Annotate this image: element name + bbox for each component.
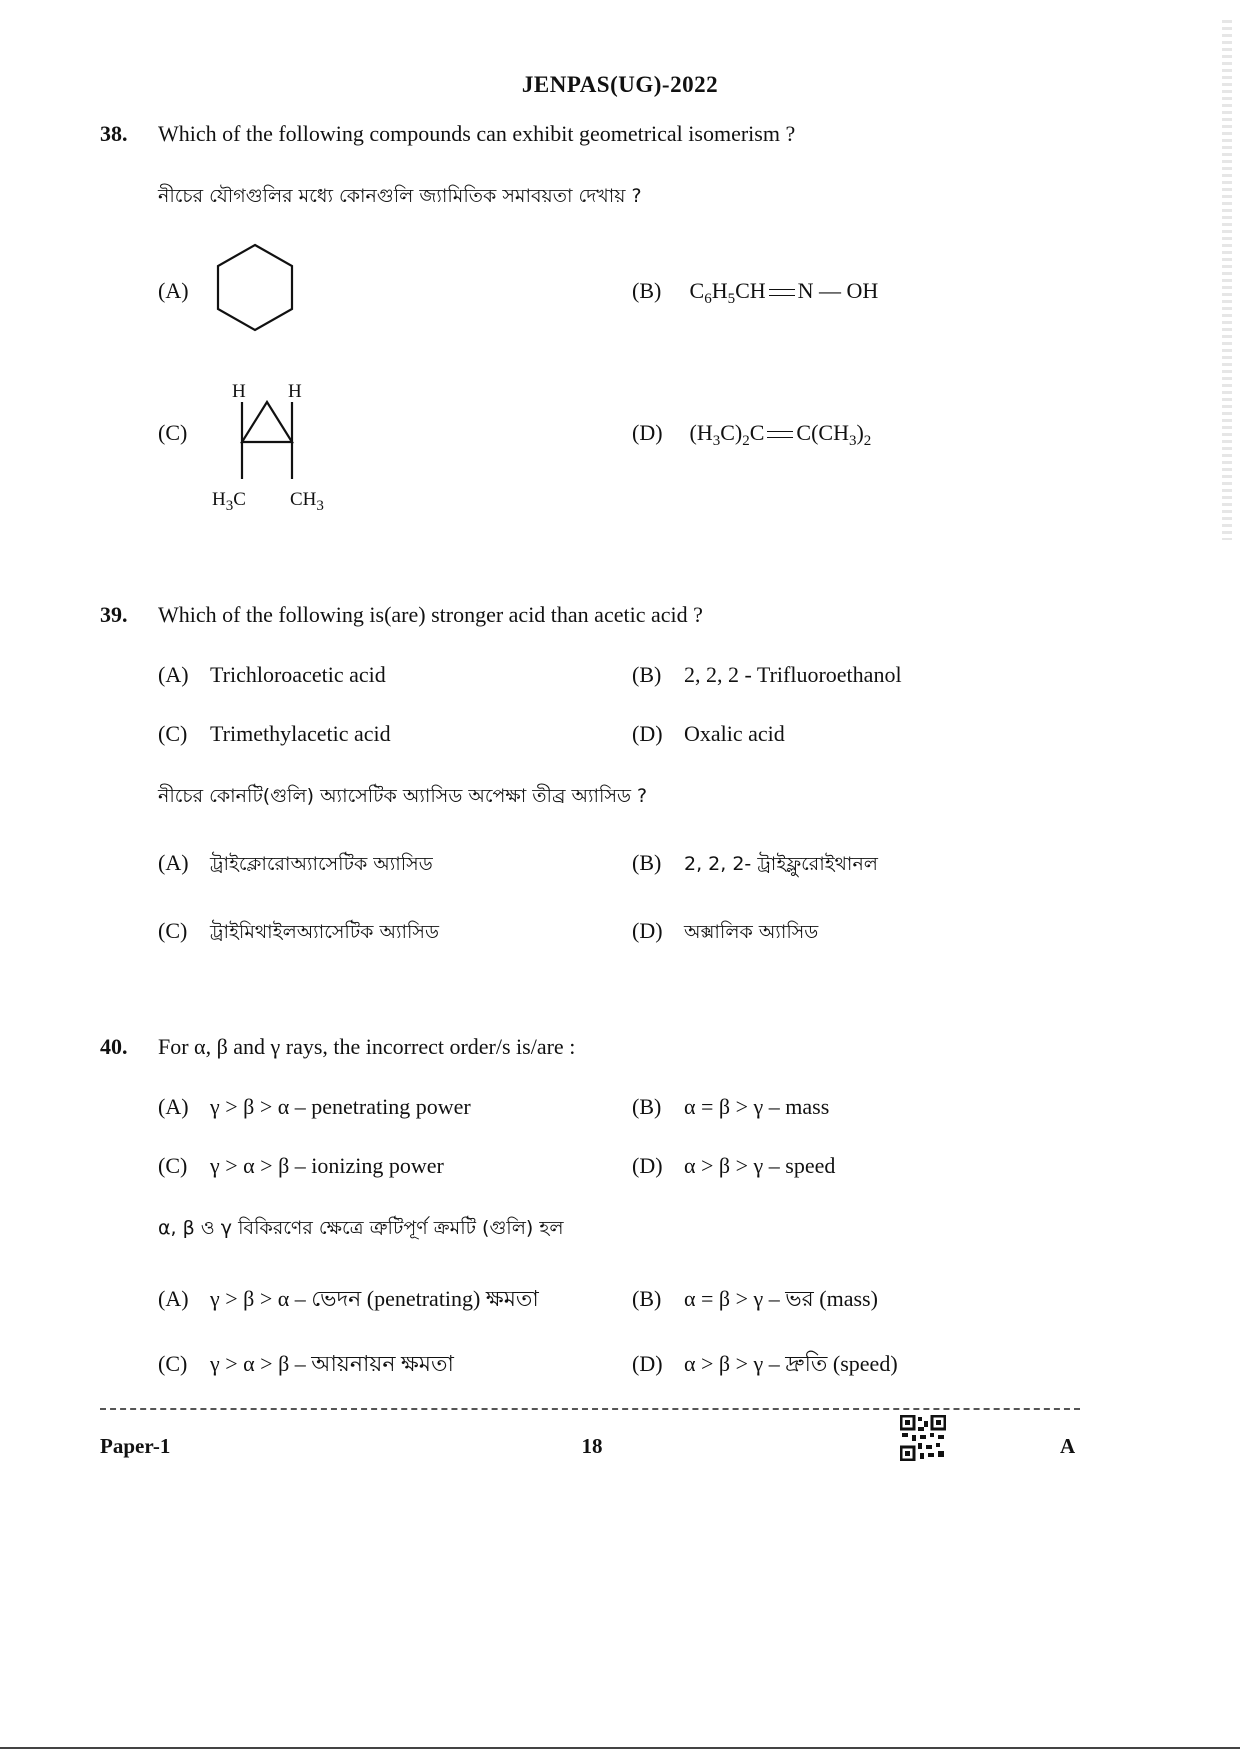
scan-edge-bottom (0, 1747, 1240, 1749)
q40-number: 40. (100, 1034, 128, 1059)
qr-code-icon (900, 1415, 946, 1461)
q40-option-b-bn[interactable]: (B) α = β > γ – ভর (mass) (632, 1286, 878, 1311)
q40-option-c-en[interactable]: (C) γ > α > β – ionizing power (158, 1153, 444, 1178)
q40-option-a-bn[interactable]: (A) γ > β > α – ভেদন (penetrating) ক্ষমতা (158, 1286, 539, 1311)
q40-option-c-bn[interactable]: (C) γ > α > β – আয়নায়ন ক্ষমতা (158, 1351, 454, 1376)
c-atom-ch3-left: $H_3C$ (212, 489, 246, 514)
q39-number: 39. (100, 602, 128, 627)
double-bond-icon (769, 288, 795, 298)
q38-option-d-formula-right: $C(CH_3)_2$ (796, 420, 872, 449)
double-bond-icon (767, 430, 793, 440)
q38-option-d-label: (D) (632, 420, 663, 445)
q39-option-d-en[interactable]: (D) Oxalic acid (632, 721, 785, 746)
q39-option-a-en[interactable]: (A) Trichloroacetic acid (158, 662, 386, 687)
q40-text-bn: α, β ও γ বিকিরণের ক্ষেত্রে ত্রুটিপূর্ণ ক্রমটি (গুলি) হল (158, 1217, 564, 1239)
footer-paper: Paper-1 (100, 1434, 171, 1458)
q39-text-en: Which of the following is(are) stronger acid than acetic acid ? (158, 602, 703, 627)
q40-option-d-en[interactable]: (D) α > β > γ – speed (632, 1153, 836, 1178)
q38-option-d[interactable] (632, 420, 871, 450)
q40-option-a-en[interactable]: (A) γ > β > α – penetrating power (158, 1094, 471, 1119)
q38-option-b[interactable] (632, 278, 878, 308)
q40-option-b-en[interactable]: (B) α = β > γ – mass (632, 1094, 830, 1119)
scan-edge-right (1222, 20, 1232, 540)
q38-option-d-formula-left: $(H_3C)_2C$ (689, 420, 765, 449)
footer-set: A (1060, 1434, 1076, 1458)
q39-option-b-bn[interactable]: (B) 2, 2, 2- ট্রাইফ্লুরোইথানল (632, 850, 878, 875)
q38-option-c-label: (C) (158, 420, 188, 445)
q38-text-bn: নীচের যৌগগুলির মধ্যে কোনগুলি জ্যামিতিক সমাবয়তা দেখায় ? (158, 185, 642, 207)
c-atom-ch3-right: $CH_3$ (290, 489, 324, 514)
q38-option-a[interactable] (158, 278, 210, 304)
q39-option-d-bn[interactable]: (D) অক্সালিক অ্যাসিড (632, 918, 819, 943)
q38-option-a-label: (A) (158, 278, 189, 303)
page-header: JENPAS(UG)-2022 (521, 72, 719, 97)
q39-option-c-en[interactable]: (C) Trimethylacetic acid (158, 721, 391, 746)
c-atom-h2: H (288, 381, 302, 402)
q38-option-b-formula-right: N — OH (797, 278, 879, 303)
footer-page-number: 18 (581, 1434, 603, 1458)
q40-option-d-bn[interactable]: (D) α > β > γ – দ্রুতি (speed) (632, 1351, 898, 1376)
q39-option-a-bn[interactable]: (A) ট্রাইক্লোরোঅ্যাসেটিক অ্যাসিড (158, 850, 433, 875)
q39-text-bn: নীচের কোনটি(গুলি) অ্যাসেটিক অ্যাসিড অপেক্ষা তীব্র অ্যাসিড ? (158, 785, 648, 807)
footer-divider (100, 1408, 1080, 1410)
q38-option-c[interactable] (158, 420, 210, 446)
q39-option-c-bn[interactable]: (C) ট্রাইমিথাইলঅ্যাসেটিক অ্যাসিড (158, 918, 439, 943)
q39-option-b-en[interactable]: (B) 2, 2, 2 - Trifluoroethanol (632, 662, 902, 687)
q38-option-b-formula-left: $C_6H_5CH$ (689, 278, 766, 307)
q40-text-en: For α, β and γ rays, the incorrect order/s is/are : (158, 1034, 576, 1059)
q38-option-b-label: (B) (632, 278, 662, 303)
cyclohexane-structure (205, 240, 305, 335)
q38-number: 38. (100, 121, 128, 146)
q38-text-en: Which of the following compounds can exhibit geometrical isomerism ? (158, 121, 796, 146)
c-atom-h1: H (232, 381, 246, 402)
